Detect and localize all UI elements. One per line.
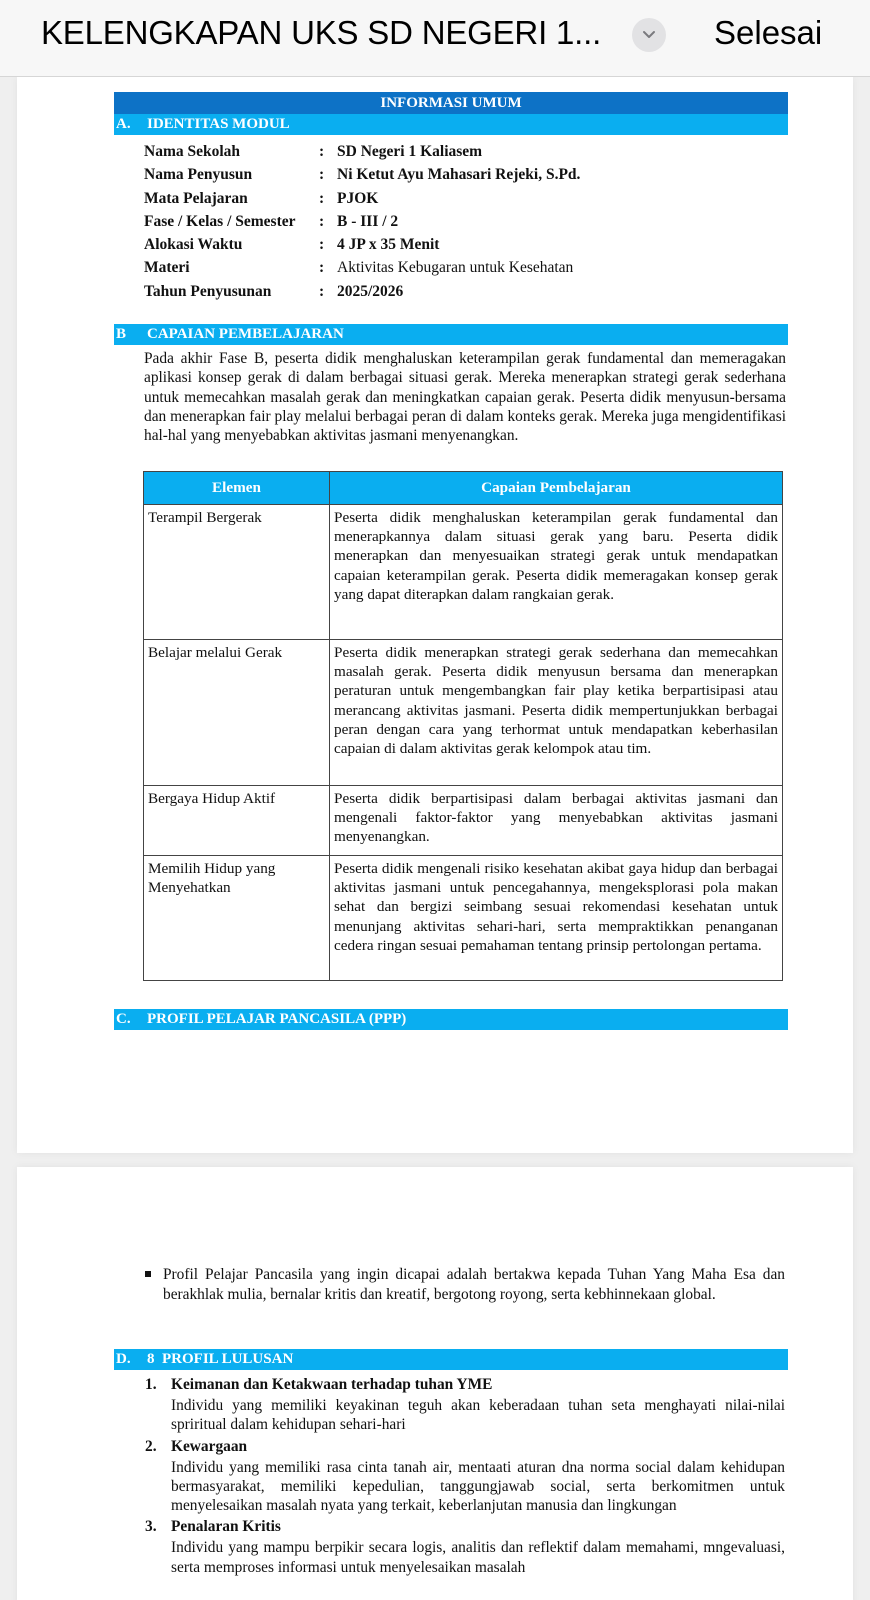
section-b-header <box>114 324 788 345</box>
ppp-bullet-text: Profil Pelajar Pancasila yang ingin dicapai adalah bertakwa kepada Tuhan Yang Maha Esa dan berakhlak mulia, bernalar kritis dan kreatif, bergotong royong, serta kebhinnekaan global. <box>163 1266 785 1303</box>
section-a-header <box>114 114 788 135</box>
identity-row <box>144 233 580 256</box>
identity-row <box>144 256 580 279</box>
list-item <box>145 1374 785 1435</box>
title-menu-button[interactable] <box>632 18 666 52</box>
section-d-title: 8 PROFIL LULUSAN <box>147 1351 294 1367</box>
document-viewer-header <box>0 0 870 77</box>
colon: : <box>319 236 325 254</box>
capaian-cell: Peserta didik menghaluskan keterampilan gerak fundamental dan menerapkannya dalam situasi gerak yang baru. Peserta didik menerapkan dan menyesuaikan strategi gerak untuk mendapatkan capaian keterampilan gerak. Peserta didik memeragakan konsep gerak yang dapat diterapkan dalam rangkaian gerak. <box>330 505 783 640</box>
ppp-bullet-item <box>145 1265 785 1304</box>
identity-value: 4 JP x 35 Menit <box>337 236 440 254</box>
capaian-cell: Peserta didik menerapkan strategi gerak sederhana dan memecahkan masalah gerak. Peserta didik menyusun bersama dan menerapkan peraturan untuk mengembangkan fair play ketika berpartisipasi atau merancang aktivitas jasmani. Peserta didik mempertunjukkan berbagai peran dengan cara yang terhormat untuk mendapatkan keberhasilan capaian di dalam aktivitas gerak kelompok atau tim. <box>330 640 783 786</box>
colon: : <box>319 189 325 207</box>
identity-row <box>144 210 580 233</box>
elemen-cell: Memilih Hidup yang Menyehatkan <box>144 856 330 981</box>
section-d-letter: D. <box>116 1351 131 1367</box>
colon: : <box>319 259 325 277</box>
info-umum-header: INFORMASI UMUM <box>114 92 788 114</box>
header-capaian: Capaian Pembelajaran <box>330 472 783 505</box>
colon: : <box>319 282 325 300</box>
elemen-cell: Terampil Bergerak <box>144 505 330 640</box>
colon: : <box>319 143 325 160</box>
identity-value: Ni Ketut Ayu Mahasari Rejeki, S.Pd. <box>337 166 581 184</box>
table-row <box>144 856 783 981</box>
section-c-header <box>114 1009 788 1030</box>
identity-row <box>144 140 580 163</box>
identity-key: Tahun Penyusunan <box>144 282 272 300</box>
colon: : <box>319 166 325 184</box>
profil-lulusan-list <box>145 1374 785 1578</box>
identity-row <box>144 280 580 303</box>
item-description: Individu yang memiliki rasa cinta tanah air, mentaati aturan dna norma social dalam kehidupan bermasyarakat, memiliki kepedulian, tanggungjawab social, serta berkomitmen untuk menyelesaikan masalah nyata yang terkait, keberlanjutan manusia dan lingkungan <box>171 1458 785 1515</box>
document-page-1 <box>17 77 853 1153</box>
identity-key: Nama Penyusun <box>144 166 253 184</box>
item-title: Keimanan dan Ketakwaan terhadap tuhan YME <box>171 1376 493 1393</box>
colon: : <box>319 212 325 230</box>
item-description: Individu yang mampu berpikir secara logis, analitis dan reflektif dalam memahami, mngevaluasi, serta memproses informasi untuk menyelesaikan masalah <box>171 1539 785 1576</box>
section-c-title: PROFIL PELAJAR PANCASILA (PPP) <box>147 1011 407 1027</box>
identity-key: Fase / Kelas / Semester <box>144 212 296 230</box>
identity-row <box>144 187 580 210</box>
section-a-title: IDENTITAS MODUL <box>147 116 290 132</box>
identity-value: 2025/2026 <box>337 282 404 300</box>
item-number: 2. <box>145 1437 157 1455</box>
identity-row <box>144 163 580 186</box>
done-button[interactable]: Selesai <box>714 14 823 51</box>
identity-value: Aktivitas Kebugaran untuk Kesehatan <box>337 259 574 277</box>
capaian-cell: Peserta didik berpartisipasi dalam berbagai aktivitas jasmani dan mengenali faktor-faktor yang menyebabkan aktivitas jasmani menyenangkan. <box>330 786 783 856</box>
list-item <box>145 1516 785 1577</box>
chevron-down-icon <box>642 30 656 40</box>
section-b-letter: B <box>116 326 127 342</box>
document-title[interactable]: KELENGKAPAN UKS SD NEGERI 1... <box>41 14 602 51</box>
identity-value: PJOK <box>337 189 379 207</box>
item-number: 1. <box>145 1376 157 1393</box>
section-b-title: CAPAIAN PEMBELAJARAN <box>147 326 344 342</box>
capaian-paragraph: Pada akhir Fase B, peserta didik menghaluskan keterampilan gerak fundamental dan memeragakan aplikasi konsep gerak di dalam berbagai situasi gerak. Mereka menerapkan strategi gerak sederhana untuk memecahkan masalah gerak dan meningkatkan capaian gerak. Peserta didik menyusun-bersama dan menerapkan fair play melalui berbagai peran di dalam konteks gerak. Mereka juga mengidentifikasi hal-hal yang menyebabkan aktivitas jasmani menyenangkan. <box>144 350 786 445</box>
table-row <box>144 786 783 856</box>
capaian-cell: Peserta didik mengenali risiko kesehatan akibat gaya hidup dan berbagai aktivitas jasmani untuk pencegahannya, mengeksplorasi pola makan sehat dan bergizi seimbang sesuai rekomendasi kesehatan untuk menunjang aktivitas sehari-hari, serta mempraktikkan penanganan cedera ringan sesuai pemahaman tentang prinsip pertolongan pertama. <box>330 856 783 981</box>
list-item <box>145 1436 785 1516</box>
identity-value: B - III / 2 <box>337 212 399 230</box>
identity-list <box>144 140 580 303</box>
item-number: 3. <box>145 1518 157 1536</box>
item-title: Penalaran Kritis <box>171 1518 281 1536</box>
elemen-cell: Bergaya Hidup Aktif <box>144 786 330 856</box>
identity-value: SD Negeri 1 Kaliasem <box>337 143 483 160</box>
identity-key: Alokasi Waktu <box>144 236 243 254</box>
document-page-2 <box>17 1167 853 1600</box>
section-c-letter: C. <box>116 1011 131 1027</box>
identity-key: Nama Sekolah <box>144 143 241 160</box>
table-row <box>144 505 783 640</box>
capaian-table <box>143 471 783 981</box>
header-elemen: Elemen <box>144 472 330 505</box>
item-title: Kewargaan <box>171 1437 248 1455</box>
elemen-cell: Belajar melalui Gerak <box>144 640 330 786</box>
section-a-letter: A. <box>116 116 131 132</box>
identity-key: Mata Pelajaran <box>144 189 248 207</box>
bullet-square-icon <box>145 1271 151 1277</box>
table-header-row <box>144 472 783 505</box>
identity-key: Materi <box>144 259 190 277</box>
section-d-header <box>114 1349 788 1370</box>
item-description: Individu yang memiliki keyakinan teguh akan keberadaan tuhan seta menghayati nilai-nilai spriritual dalam kehidupan sehari-hari <box>171 1397 785 1434</box>
table-row <box>144 640 783 786</box>
